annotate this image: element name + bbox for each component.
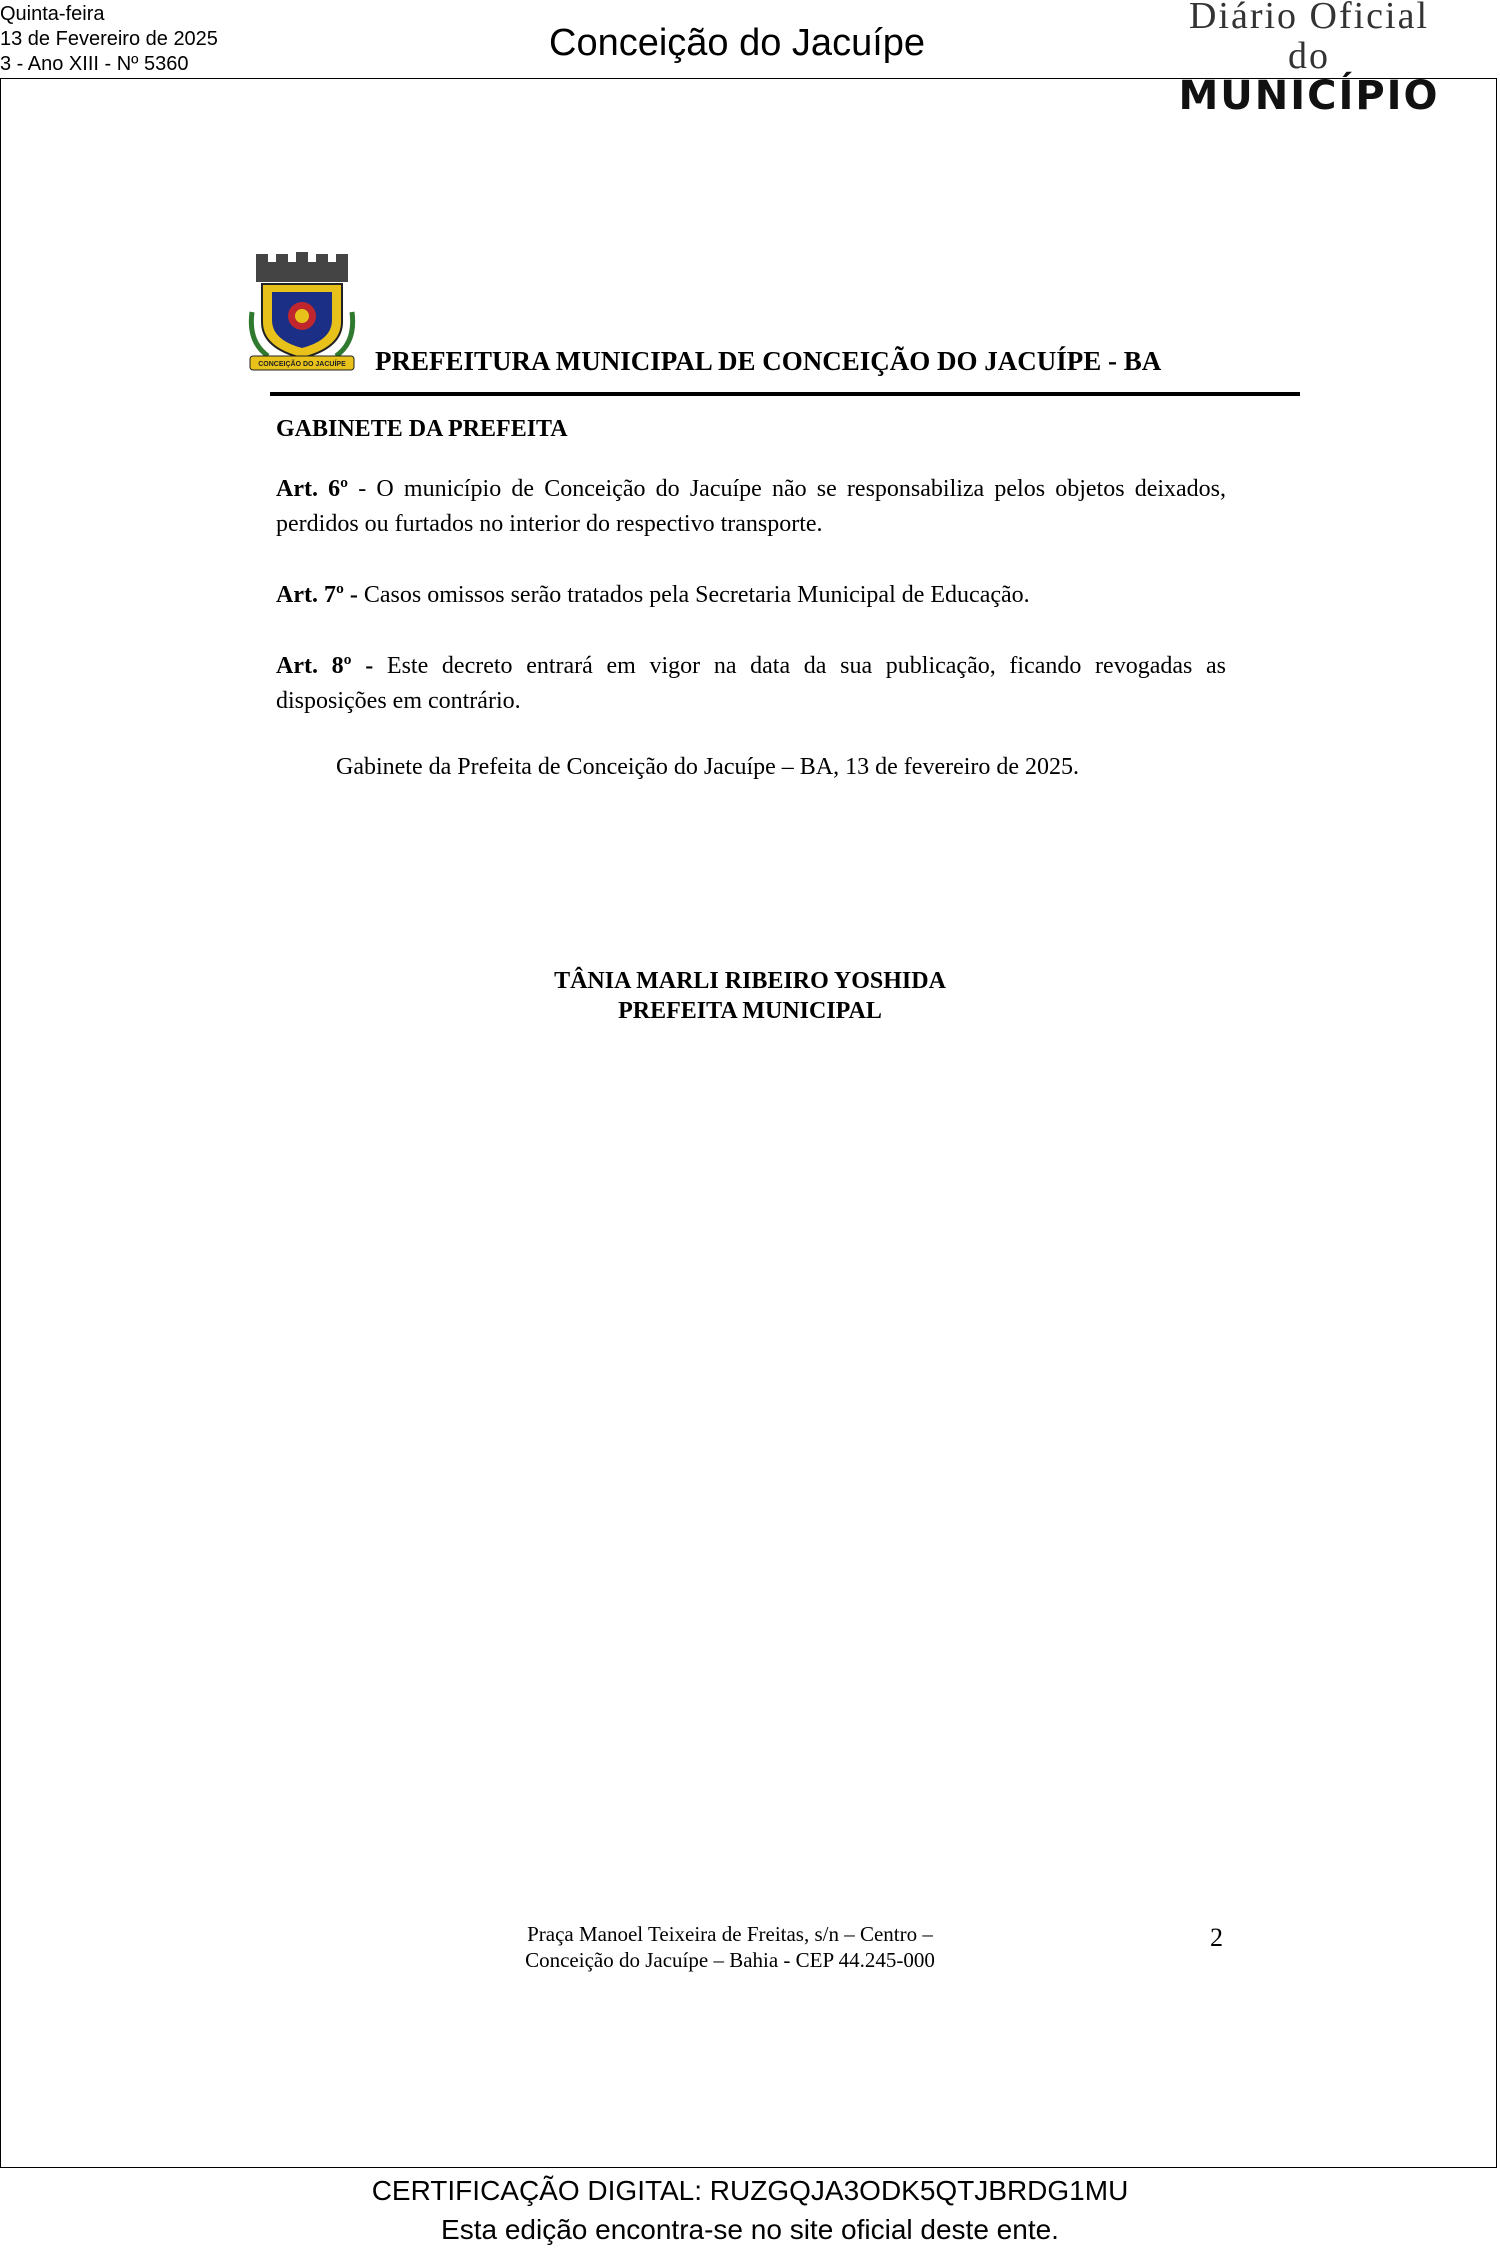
article-6-text: - O município de Conceição do Jacuípe não se responsabiliza pelos objetos deixados, perdidos ou furtados no interior do respectivo transporte.	[276, 476, 1227, 537]
address-line1: Praça Manoel Teixeira de Freitas, s/n – Centro –	[527, 1922, 933, 1946]
address-block	[420, 1921, 1040, 1973]
prefeitura-title: PREFEITURA MUNICIPAL DE CONCEIÇÃO DO JACUÍPE - BA	[375, 346, 1162, 376]
svg-text:CONCEIÇÃO DO JACUÍPE: CONCEIÇÃO DO JACUÍPE	[258, 361, 346, 368]
weekday: Quinta-feira	[0, 3, 105, 25]
article-7-text: Casos omissos serão tratados pela Secretaria Municipal de Educação.	[357, 582, 1030, 608]
article-7	[276, 578, 1226, 613]
title-rule	[270, 392, 1300, 396]
digital-certification: CERTIFICAÇÃO DIGITAL: RUZGQJA3ODK5QTJBRDG1MU	[371, 2175, 1129, 2206]
city-title: Conceição do Jacuípe	[549, 22, 926, 64]
gabinete-heading: GABINETE DA PREFEITA	[276, 416, 568, 442]
article-7-label: Art. 7º -	[276, 582, 358, 608]
article-6-label: Art. 6º	[276, 476, 349, 502]
signatory-role: PREFEITA MUNICIPAL	[618, 998, 882, 1024]
closing-line: Gabinete da Prefeita de Conceição do Jacuípe – BA, 13 de fevereiro de 2025.	[336, 754, 1080, 780]
signatory-name: TÂNIA MARLI RIBEIRO YOSHIDA	[554, 968, 946, 994]
edition-number: 3 - Ano XIII - Nº 5360	[0, 53, 189, 75]
municipal-crest-icon	[248, 252, 356, 374]
logo-line2: MUNICÍPIO	[1178, 73, 1440, 119]
article-8-label: Art. 8º -	[276, 653, 374, 679]
logo-line1: Diário Oficial do	[1188, 0, 1430, 77]
edition-info	[0, 2, 218, 77]
article-6	[276, 472, 1226, 542]
address-line2: Conceição do Jacuípe – Bahia - CEP 44.245-000	[525, 1948, 935, 1972]
page-number: 2	[1210, 1923, 1223, 1952]
site-note: Esta edição encontra-se no site oficial deste ente.	[441, 2214, 1059, 2245]
article-8	[276, 649, 1226, 719]
edition-date: 13 de Fevereiro de 2025	[0, 28, 218, 50]
article-8-text: Este decreto entrará em vigor na data da sua publicação, ficando revogadas as disposições em contrário.	[276, 653, 1226, 714]
